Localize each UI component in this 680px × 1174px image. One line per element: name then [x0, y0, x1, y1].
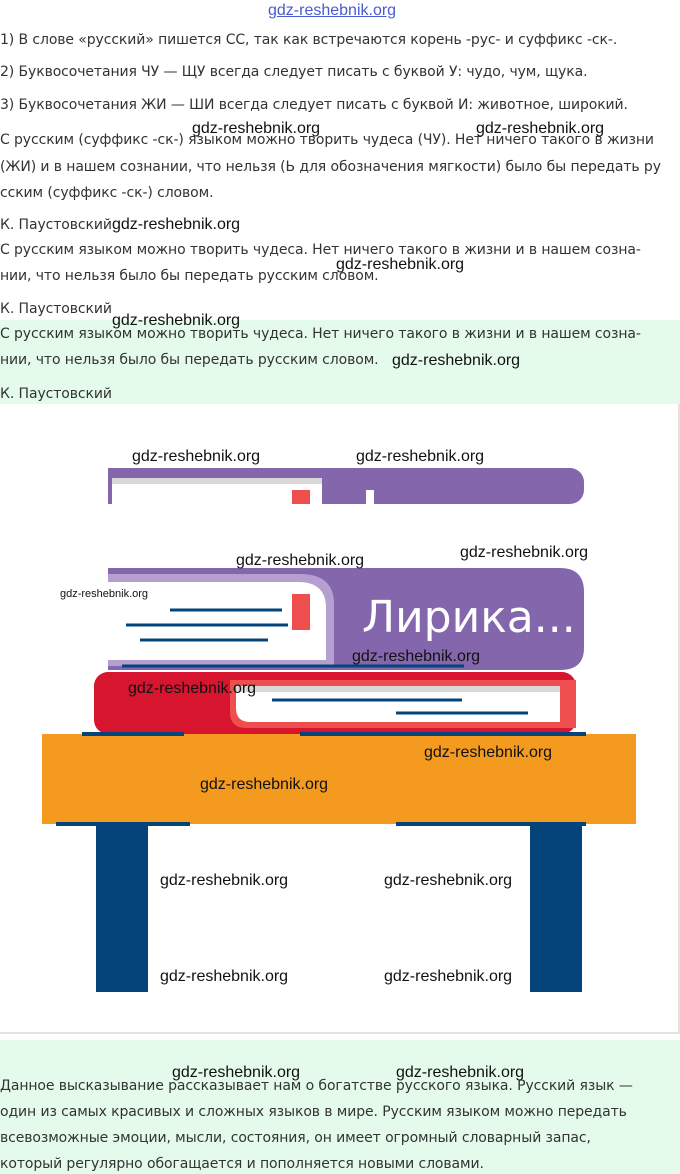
watermark-top[interactable]: gdz-reshebnik.org — [268, 2, 397, 19]
rule-item-1: 1) В слове «русский» пишется СС, так как встречаются корень -рус- и суффикс -ск-. — [0, 32, 618, 48]
analysis-line-3: сским (суффикс -ск-) словом. — [0, 185, 214, 201]
books-illustration — [0, 404, 680, 1034]
watermark: gdz-reshebnik.org — [160, 968, 289, 985]
watermark: gdz-reshebnik.org — [424, 744, 553, 761]
watermark: gdz-reshebnik.org — [192, 120, 321, 137]
analysis-author: К. Паустовский — [0, 217, 112, 233]
watermark: gdz-reshebnik.org — [384, 872, 513, 889]
quote2-line-1: С русским языком можно творить чудеса. Нет ничего такого в жизни и в нашем созна- — [0, 326, 641, 342]
analysis-line-2: (ЖИ) и в нашем сознании, что нельзя (Ь для обозначения мягкости) было бы передать ру — [0, 159, 661, 175]
watermark: gdz-reshebnik.org — [396, 1064, 525, 1081]
rule-item-3: 3) Буквосочетания ЖИ — ШИ всегда следует писать с буквой И: животное, широкий. — [0, 97, 628, 113]
watermark: gdz-reshebnik.org — [132, 448, 261, 465]
purple-book — [108, 568, 584, 670]
rule-item-2: 2) Буквосочетания ЧУ — ЩУ всегда следует писать с буквой У: чудо, чум, щука. — [0, 64, 588, 80]
watermark: gdz-reshebnik.org — [476, 120, 605, 137]
watermark: gdz-reshebnik.org — [236, 552, 365, 569]
watermark: gdz-reshebnik.org — [128, 680, 257, 697]
conclusion-line-1: Данное высказывание рассказывает нам о богатстве русского языка. Русский язык — — [0, 1078, 633, 1094]
conclusion-line-3: всевозможные эмоции, мысли, состояния, он имеет огромный словарный запас, — [0, 1130, 591, 1146]
quote1-line-1: С русским языком можно творить чудеса. Нет ничего такого в жизни и в нашем созна- — [0, 242, 641, 258]
books-on-table-image — [0, 404, 676, 1032]
table — [42, 734, 636, 992]
watermark-small: gdz-reshebnik.org — [60, 588, 149, 600]
watermark: gdz-reshebnik.org — [352, 648, 481, 665]
top-book — [108, 468, 584, 504]
watermark: gdz-reshebnik.org — [200, 776, 329, 793]
watermark: gdz-reshebnik.org — [112, 312, 241, 329]
analysis-line-1: С русским (суффикс -ск-) языком можно творить чудеса (ЧУ). Нет ничего такого в жизни — [0, 132, 654, 148]
quote2-line-2: нии, что нельзя было бы передать русским словом. — [0, 352, 379, 368]
watermark: gdz-reshebnik.org — [384, 968, 513, 985]
conclusion-line-4: который регулярно обогащается и пополняется новыми словами. — [0, 1156, 484, 1172]
quote1-author: К. Паустовский — [0, 301, 112, 317]
watermark: gdz-reshebnik.org — [460, 544, 589, 561]
quote1-line-2: нии, что нельзя было бы передать русским словом. — [0, 268, 379, 284]
watermark: gdz-reshebnik.org — [336, 256, 465, 273]
watermark: gdz-reshebnik.org — [356, 448, 485, 465]
watermark: gdz-reshebnik.org — [172, 1064, 301, 1081]
watermark: gdz-reshebnik.org — [160, 872, 289, 889]
conclusion-line-2: один из самых красивых и сложных языков в мире. Русским языком можно передать — [0, 1104, 627, 1120]
watermark: gdz-reshebnik.org — [392, 352, 521, 369]
book-title: Лирика... — [362, 592, 576, 643]
quote2-author: К. Паустовский — [0, 386, 112, 402]
red-book — [94, 666, 576, 734]
watermark: gdz-reshebnik.org — [112, 216, 241, 233]
